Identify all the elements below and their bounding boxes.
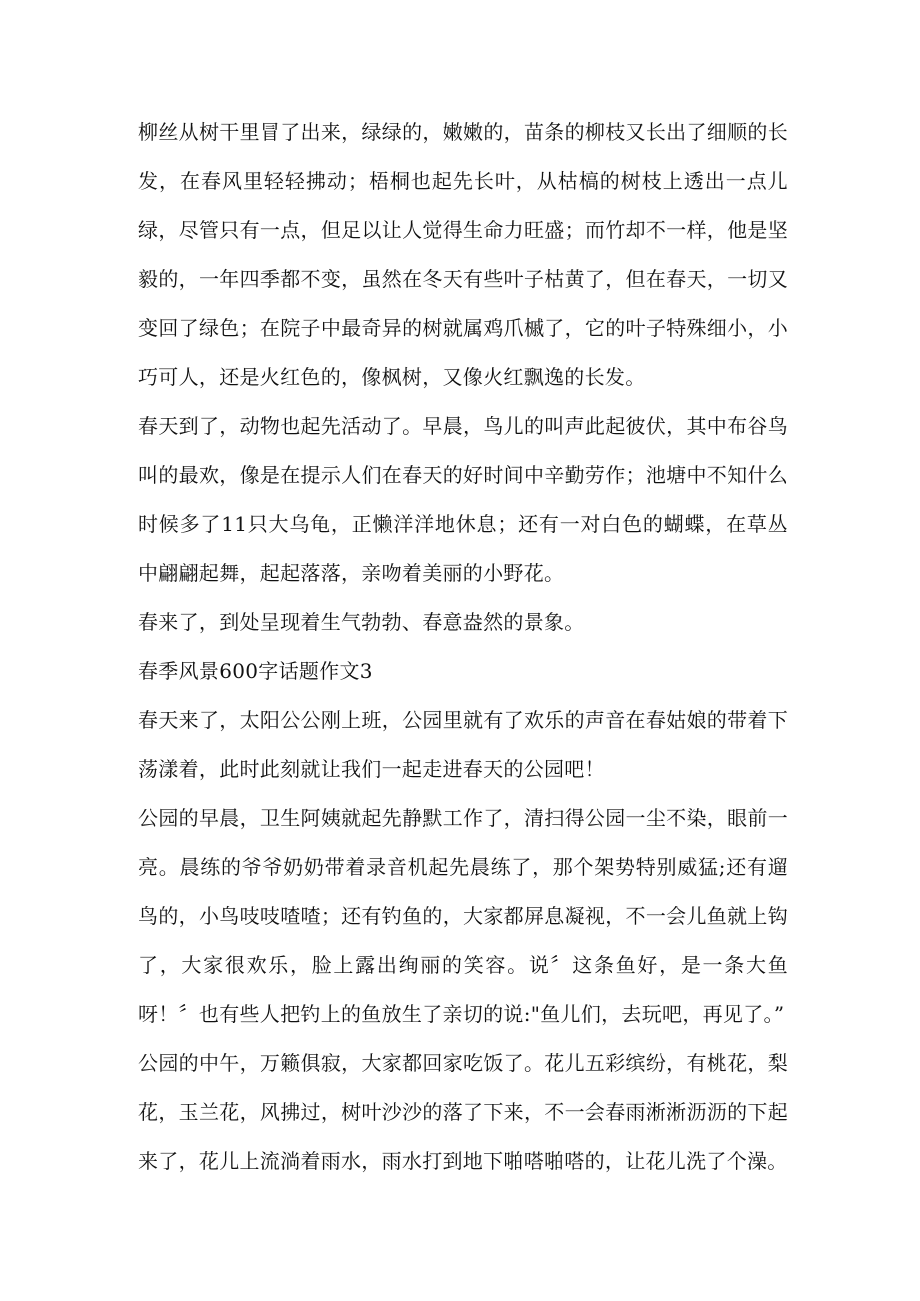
paragraph-park-intro: 春天来了，太阳公公刚上班，公园里就有了欢乐的声音在春姑娘的带着下荡漾着，此时此刻就让我们一起走进春天的公园吧！: [138, 708, 788, 781]
document-body: [138, 108, 788, 1186]
paragraph-animals: 春天到了，动物也起先活动了。早晨，鸟儿的叫声此起彼伏，其中布谷鸟叫的最欢，像是在提示人们在春天的好时间中辛勤劳作；池塘中不知什么时候多了11只大乌龟，正懒洋洋地休息；还有一对白色的蝴蝶，在草丛中翩翩起舞，起起落落，亲吻着美丽的小野花。: [138, 414, 788, 585]
paragraph-spring-scene: 春来了，到处呈现着生气勃勃、春意盎然的景象。: [138, 610, 585, 634]
paragraph-willow-trees: 柳丝从树干里冒了出来，绿绿的，嫩嫩的，苗条的柳枝又长出了细顺的长发，在春风里轻轻拂动；梧桐也起先长叶，从枯槁的树枝上透出一点儿绿，尽管只有一点，但足以让人觉得生命力旺盛；而竹却不一样，他是坚毅的，一年四季都不变，虽然在冬天有些叶子枯黄了，但在春天，一切又变回了绿色；在院子中最奇异的树就属鸡爪槭了，它的叶子特殊细小，小巧可人，还是火红色的，像枫树，又像火红飘逸的长发。: [138, 120, 788, 389]
section-heading: 春季风景600字话题作文3: [138, 659, 373, 683]
paragraph-park-morning: 公园的早晨，卫生阿姨就起先静默工作了，清扫得公园一尘不染，眼前一亮。晨练的爷爷奶奶带着录音机起先晨练了，那个架势特别威猛;还有遛鸟的，小鸟吱吱喳喳；还有钓鱼的，大家都屏息凝视，不一会儿鱼就上钩了，大家很欢乐，脸上露出绚丽的笑容。说〞这条鱼好，是一条大鱼呀！〞也有些人把钓上的鱼放生了亲切的说:"鱼儿们，去玩吧，再见了。”: [138, 806, 788, 1026]
paragraph-park-noon: 公园的中午，万籁俱寂，大家都回家吃饭了。花儿五彩缤纷，有桃花，梨花，玉兰花，风拂过，树叶沙沙的落了下来，不一会春雨淅淅沥沥的下起来了，花儿上流淌着雨水，雨水打到地下啪嗒啪嗒的，让花儿洗了个澡。: [138, 1051, 788, 1173]
